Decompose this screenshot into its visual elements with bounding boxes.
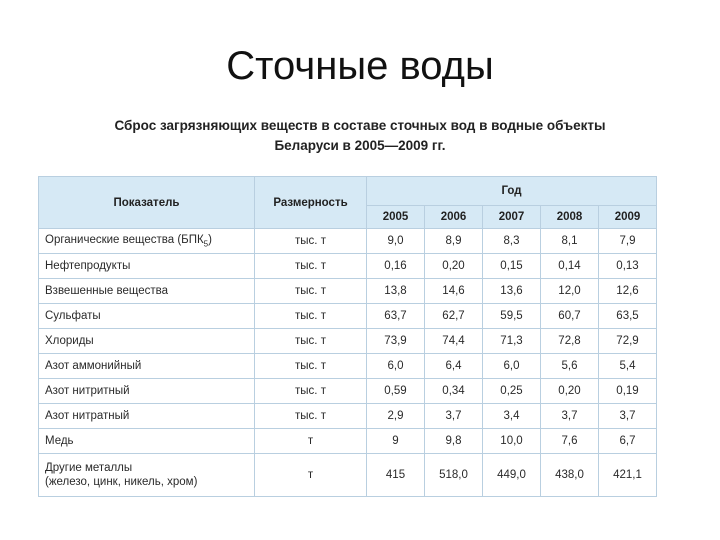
table-row [39, 429, 657, 454]
row-unit: тыс. т [255, 229, 367, 254]
row-indicator-name [39, 404, 255, 429]
indicator-subscript: 5 [203, 239, 209, 249]
row-unit: тыс. т [255, 379, 367, 404]
row-value: 9,0 [367, 229, 425, 254]
indicator-text: Взвешенные вещества [45, 285, 168, 297]
row-indicator-name [39, 279, 255, 304]
row-value: 71,3 [483, 329, 541, 354]
row-value: 8,3 [483, 229, 541, 254]
row-value: 8,9 [425, 229, 483, 254]
row-value: 13,8 [367, 279, 425, 304]
row-value: 13,6 [483, 279, 541, 304]
row-value: 0,20 [425, 254, 483, 279]
caption-line-2: Беларуси в 2005—2009 гг. [274, 138, 446, 153]
row-value: 449,0 [483, 454, 541, 497]
row-value: 6,0 [483, 354, 541, 379]
row-value: 7,6 [541, 429, 599, 454]
row-unit: тыс. т [255, 404, 367, 429]
row-value: 59,5 [483, 304, 541, 329]
row-value: 415 [367, 454, 425, 497]
header-indicator: Показатель [39, 177, 255, 229]
table-row [39, 279, 657, 304]
table-row [39, 404, 657, 429]
row-value: 5,4 [599, 354, 657, 379]
row-value: 6,7 [599, 429, 657, 454]
row-value: 7,9 [599, 229, 657, 254]
table-caption [60, 116, 660, 156]
row-unit: т [255, 429, 367, 454]
row-value: 5,6 [541, 354, 599, 379]
row-indicator-name [39, 354, 255, 379]
table-row [39, 304, 657, 329]
row-value: 421,1 [599, 454, 657, 497]
row-value: 0,34 [425, 379, 483, 404]
row-value: 0,16 [367, 254, 425, 279]
row-indicator-name [39, 454, 255, 497]
caption-line-1: Сброс загрязняющих веществ в составе сточных вод в водные объекты [114, 118, 606, 133]
indicator-text: Азот нитритный [45, 385, 130, 397]
indicator-text: Медь [45, 435, 74, 447]
indicator-text: Хлориды [45, 335, 94, 347]
header-year: 2008 [541, 206, 599, 229]
row-value: 2,9 [367, 404, 425, 429]
header-year: 2005 [367, 206, 425, 229]
row-value: 518,0 [425, 454, 483, 497]
row-value: 6,4 [425, 354, 483, 379]
row-value: 60,7 [541, 304, 599, 329]
pollutants-table [38, 176, 657, 497]
row-value: 72,9 [599, 329, 657, 354]
row-indicator-name [39, 304, 255, 329]
indicator-text: Другие металлы [45, 462, 133, 474]
row-value: 3,7 [599, 404, 657, 429]
header-year-group: Год [367, 177, 657, 206]
table-row [39, 329, 657, 354]
indicator-text-tail: ) [208, 233, 212, 246]
row-value: 12,0 [541, 279, 599, 304]
row-value: 0,25 [483, 379, 541, 404]
row-indicator-name [39, 379, 255, 404]
indicator-text: Азот аммонийный [45, 360, 142, 372]
row-indicator-name [39, 254, 255, 279]
indicator-text: Органические вещества (БПК [45, 233, 204, 246]
row-value: 3,7 [425, 404, 483, 429]
row-unit: т [255, 454, 367, 497]
header-year: 2009 [599, 206, 657, 229]
row-unit: тыс. т [255, 254, 367, 279]
row-value: 74,4 [425, 329, 483, 354]
row-value: 0,14 [541, 254, 599, 279]
row-value: 0,13 [599, 254, 657, 279]
indicator-text: Нефтепродукты [45, 260, 131, 272]
row-indicator-name [39, 429, 255, 454]
row-value: 9 [367, 429, 425, 454]
row-value: 10,0 [483, 429, 541, 454]
row-unit: тыс. т [255, 354, 367, 379]
indicator-text-line2: (железо, цинк, никель, хром) [45, 476, 198, 488]
row-value: 72,8 [541, 329, 599, 354]
table-row [39, 454, 657, 497]
row-value: 3,7 [541, 404, 599, 429]
row-value: 0,15 [483, 254, 541, 279]
row-value: 0,20 [541, 379, 599, 404]
row-value: 73,9 [367, 329, 425, 354]
row-unit: тыс. т [255, 304, 367, 329]
table-row [39, 229, 657, 254]
slide-title: Сточные воды [226, 44, 494, 88]
header-year: 2007 [483, 206, 541, 229]
row-indicator-name [39, 229, 255, 254]
row-unit: тыс. т [255, 329, 367, 354]
row-value: 9,8 [425, 429, 483, 454]
row-value: 438,0 [541, 454, 599, 497]
row-value: 63,5 [599, 304, 657, 329]
row-value: 63,7 [367, 304, 425, 329]
indicator-text: Азот нитратный [45, 410, 130, 422]
table-row [39, 354, 657, 379]
row-value: 8,1 [541, 229, 599, 254]
table-row [39, 379, 657, 404]
row-value: 0,19 [599, 379, 657, 404]
header-unit: Размерность [255, 177, 367, 229]
row-indicator-name [39, 329, 255, 354]
row-value: 3,4 [483, 404, 541, 429]
row-unit: тыс. т [255, 279, 367, 304]
row-value: 0,59 [367, 379, 425, 404]
header-year: 2006 [425, 206, 483, 229]
row-value: 12,6 [599, 279, 657, 304]
row-value: 6,0 [367, 354, 425, 379]
row-value: 14,6 [425, 279, 483, 304]
table-row [39, 254, 657, 279]
row-value: 62,7 [425, 304, 483, 329]
indicator-text: Сульфаты [45, 310, 101, 322]
